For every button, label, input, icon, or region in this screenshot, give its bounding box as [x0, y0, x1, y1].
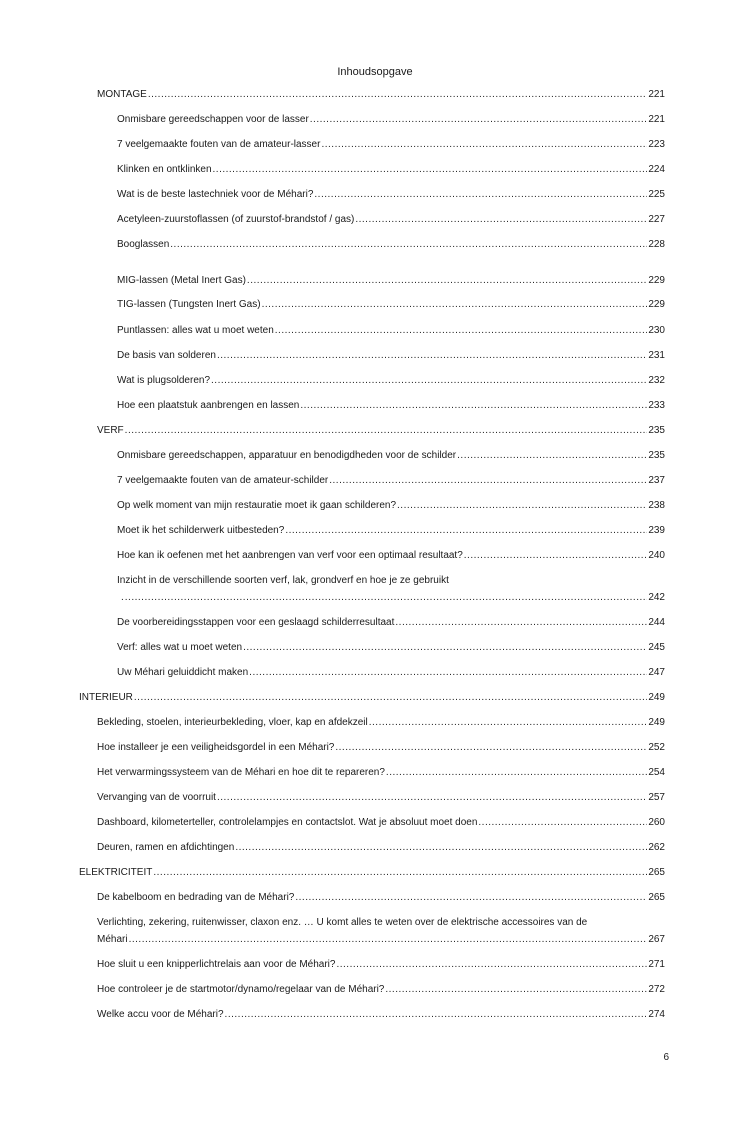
toc-entry-title: De kabelboom en bedrading van de Méhari?: [97, 892, 295, 903]
toc-entry-title: Onmisbare gereedschappen voor de lasser: [117, 114, 309, 125]
toc-entry-title: Hoe installeer je een veiligheidsgordel in een Méhari?: [97, 742, 335, 753]
toc-entry-page: 231: [648, 350, 665, 361]
toc-entry-page: 224: [648, 164, 665, 175]
dot-leader: [134, 691, 647, 704]
toc-entry-title: De basis van solderen: [117, 350, 216, 361]
toc-entry-title: Verf: alles wat u moet weten: [117, 642, 243, 653]
toc-entry-page: 262: [648, 842, 665, 853]
dot-leader: [464, 549, 648, 562]
toc-entry-page: 225: [648, 189, 665, 200]
dot-leader: [243, 641, 647, 654]
toc-entry-title: Bekleding, stoelen, interieurbekleding, vloer, kap en afdekzeil: [97, 717, 368, 728]
toc-entry[interactable]: [97, 741, 665, 754]
toc-entry-page: 249: [648, 717, 665, 728]
toc-entry-page: 271: [648, 959, 665, 970]
toc-entry-page: 239: [648, 525, 665, 536]
toc-entry-title: MONTAGE: [97, 89, 147, 100]
toc-entry-page: 238: [648, 500, 665, 511]
toc-entry-title-continued: .: [121, 592, 124, 603]
toc-entry-page: 229: [648, 299, 665, 310]
dot-leader: [262, 298, 648, 311]
toc-entry-page: 233: [648, 400, 665, 411]
dot-leader: [217, 791, 647, 804]
toc-entry-page: 221: [648, 89, 665, 100]
toc-entry[interactable]: [97, 891, 665, 904]
toc-entry-page: 227: [648, 214, 665, 225]
toc-entry[interactable]: [117, 666, 665, 679]
toc-entry[interactable]: [97, 716, 665, 729]
toc-entry[interactable]: [117, 549, 665, 562]
page-title: Inhoudsopgave: [337, 66, 413, 78]
toc-entry[interactable]: [117, 138, 665, 151]
toc-entry[interactable]: [97, 766, 665, 779]
dot-leader: [369, 716, 648, 729]
toc-entry-title: Deuren, ramen en afdichtingen: [97, 842, 235, 853]
toc-entry-title: Het verwarmingssysteem van de Méhari en hoe dit te repareren?: [97, 767, 385, 778]
toc-entry-title: Puntlassen: alles wat u moet weten: [117, 325, 274, 336]
toc-entry[interactable]: [97, 841, 665, 854]
toc-entry-page: 267: [648, 934, 665, 945]
toc-entry-page: 249: [648, 692, 665, 703]
toc-entry-title: Acetyleen-zuurstoflassen (of zuurstof-brandstof / gas): [117, 214, 355, 225]
toc-entry[interactable]: [97, 958, 665, 971]
toc-entry[interactable]: [117, 374, 665, 387]
dot-leader: [148, 88, 647, 101]
dot-leader: [125, 424, 648, 437]
toc-entry-page: 272: [648, 984, 665, 995]
dot-leader: [310, 113, 648, 126]
toc-entry[interactable]: [117, 324, 665, 337]
dot-leader: [321, 138, 647, 151]
toc-entry-title: Onmisbare gereedschappen, apparatuur en benodigdheden voor de schilder: [117, 450, 457, 461]
toc-entry-title: Klinken en ontklinken: [117, 164, 212, 175]
toc-entry[interactable]: [97, 1008, 665, 1021]
dot-leader: [235, 841, 647, 854]
toc-entry-page: 245: [648, 642, 665, 653]
toc-entry-title: INTERIEUR: [79, 692, 133, 703]
dot-leader: [129, 933, 648, 946]
dot-leader: [217, 349, 647, 362]
toc-entry[interactable]: [117, 499, 665, 512]
toc-entry-page: 274: [648, 1009, 665, 1020]
toc-entry-title: Vervanging van de voorruit: [97, 792, 216, 803]
toc-entry-page: 232: [648, 375, 665, 386]
dot-leader: [395, 616, 647, 629]
toc-entry[interactable]: [97, 983, 665, 996]
toc-entry-page: 235: [648, 450, 665, 461]
toc-entry-page: 230: [648, 325, 665, 336]
toc-entry-page: 254: [648, 767, 665, 778]
toc-entry[interactable]: [97, 816, 665, 829]
dot-leader: [125, 591, 648, 604]
toc-entry-page: 244: [648, 617, 665, 628]
dot-leader: [329, 474, 647, 487]
dot-leader: [336, 958, 647, 971]
toc-entry-title: Uw Méhari geluiddicht maken: [117, 667, 249, 678]
dot-leader: [300, 399, 647, 412]
toc-entry-title: VERF: [97, 425, 124, 436]
toc-entry[interactable]: [117, 298, 665, 311]
toc-entry-multiline[interactable]: [117, 574, 665, 604]
toc-entry[interactable]: [117, 113, 665, 126]
dot-leader: [247, 274, 647, 287]
dot-leader: [478, 816, 647, 829]
toc-entry[interactable]: [117, 641, 665, 654]
toc-entry-title: TIG-lassen (Tungsten Inert Gas): [117, 299, 261, 310]
dot-leader: [295, 891, 647, 904]
toc-entry-title: Welke accu voor de Méhari?: [97, 1009, 224, 1020]
toc-entry-title-continued: Méhari: [97, 934, 128, 945]
toc-entry-title: Op welk moment van mijn restauratie moet ik gaan schilderen?: [117, 500, 397, 511]
toc-entry-page: 260: [648, 817, 665, 828]
toc-entry-title: Hoe controleer je de startmotor/dynamo/regelaar van de Méhari?: [97, 984, 385, 995]
toc-entry[interactable]: [117, 474, 665, 487]
toc-entry[interactable]: [117, 213, 665, 226]
toc-entry-page: 223: [648, 139, 665, 150]
toc-entry-page: 229: [648, 275, 665, 286]
toc-entry-page: 235: [648, 425, 665, 436]
dot-leader: [385, 983, 647, 996]
toc-entry-title: ELEKTRICITEIT: [79, 867, 153, 878]
toc-entry-title: Wat is plugsolderen?: [117, 375, 211, 386]
dot-leader: [335, 741, 647, 754]
dot-leader: [397, 499, 647, 512]
toc-entry[interactable]: [117, 349, 665, 362]
dot-leader: [225, 1008, 648, 1021]
toc-entry-elektriciteit[interactable]: [79, 866, 665, 879]
toc-entry-page: 252: [648, 742, 665, 753]
dot-leader: [211, 374, 647, 387]
toc-entry-interieur[interactable]: [79, 691, 665, 704]
toc-entry-montage[interactable]: [97, 88, 665, 101]
toc-entry-title: Dashboard, kilometerteller, controlelampjes en contactslot. Wat je absoluut moet doen: [97, 817, 478, 828]
toc-entry-title: Wat is de beste lastechniek voor de Méhari?: [117, 189, 314, 200]
dot-leader: [314, 188, 647, 201]
dot-leader: [285, 524, 647, 537]
toc-entry[interactable]: [117, 163, 665, 176]
toc-entry-title: Verlichting, zekering, ruitenwisser, claxon enz. … U komt alles te weten over de elektrische accessoires van de: [97, 917, 588, 928]
toc-entry-title: Inzicht in de verschillende soorten verf, lak, grondverf en hoe je ze gebruikt: [117, 575, 449, 586]
toc-entry[interactable]: [117, 188, 665, 201]
toc-entry[interactable]: [117, 616, 665, 629]
toc-entry-page: 242: [648, 592, 665, 603]
toc-entry-title: Booglassen: [117, 239, 170, 250]
toc-entry[interactable]: [117, 238, 665, 251]
dot-leader: [213, 163, 648, 176]
toc-entry-title: Moet ik het schilderwerk uitbesteden?: [117, 525, 285, 536]
dot-leader: [153, 866, 647, 879]
toc-entry-title: MIG-lassen (Metal Inert Gas): [117, 275, 246, 286]
dot-leader: [249, 666, 647, 679]
toc-entry[interactable]: [117, 524, 665, 537]
toc-entry-title: 7 veelgemaakte fouten van de amateur-schilder: [117, 475, 329, 486]
dot-leader: [170, 238, 647, 251]
dot-leader: [355, 213, 647, 226]
toc-entry-page: 221: [648, 114, 665, 125]
toc-entry-page: 240: [648, 550, 665, 561]
toc-entry[interactable]: [117, 449, 665, 462]
toc-entry-page: 237: [648, 475, 665, 486]
toc-entry-verf[interactable]: [97, 424, 665, 437]
toc-entry[interactable]: [117, 399, 665, 412]
toc-entry-page: 247: [648, 667, 665, 678]
dot-leader: [386, 766, 647, 779]
toc-entry-multiline[interactable]: [97, 916, 665, 946]
toc-entry-page: 265: [648, 867, 665, 878]
dot-leader: [457, 449, 647, 462]
page-number: 6: [663, 1052, 669, 1063]
toc-entry[interactable]: [97, 791, 665, 804]
toc-entry-page: 265: [648, 892, 665, 903]
toc-entry-title: 7 veelgemaakte fouten van de amateur-lasser: [117, 139, 321, 150]
toc-entry-title: De voorbereidingsstappen voor een geslaagd schilderresultaat: [117, 617, 395, 628]
toc-entry-title: Hoe kan ik oefenen met het aanbrengen van verf voor een optimaal resultaat?: [117, 550, 463, 561]
toc-entry-page: 228: [648, 239, 665, 250]
dot-leader: [275, 324, 648, 337]
toc-entry-title: Hoe sluit u een knipperlichtrelais aan voor de Méhari?: [97, 959, 336, 970]
toc-entry-page: 257: [648, 792, 665, 803]
toc-entry[interactable]: [117, 274, 665, 287]
toc-entry-title: Hoe een plaatstuk aanbrengen en lassen: [117, 400, 300, 411]
